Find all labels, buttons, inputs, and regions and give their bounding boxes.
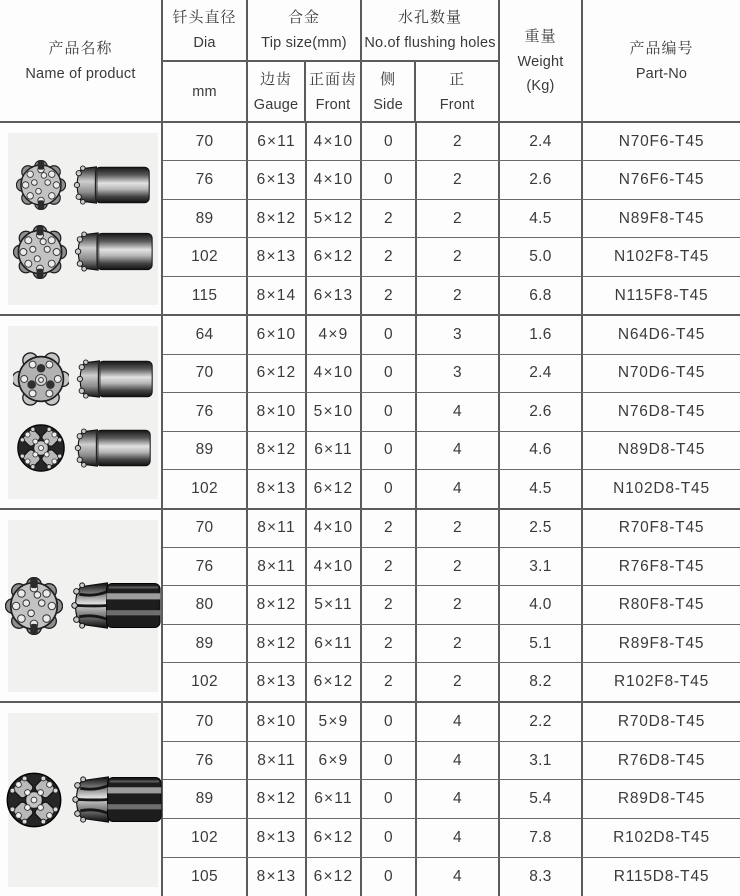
button-bit-face-icon [13, 225, 67, 279]
button-bit-side-icon [72, 231, 154, 272]
header-gauge: 边齿 Gauge [248, 62, 306, 121]
cell-gauge: 6×11 [248, 123, 307, 160]
cell-holes-front: 2 [417, 123, 500, 160]
cell-dia: 70 [163, 123, 248, 160]
cell-part-no: R80F8-T45 [618, 596, 705, 614]
table-row [163, 161, 740, 199]
cell-holes-front: 2 [417, 510, 500, 547]
header-tipsize-column [248, 0, 362, 121]
cell-gauge: 8×13 [248, 819, 307, 857]
cell-holes-side: 0 [362, 316, 417, 353]
cell-gauge: 8×12 [248, 586, 307, 623]
cell-gauge: 6×13 [248, 161, 307, 198]
cell-dia: 80 [163, 586, 248, 623]
cell-weight: 8.2 [500, 663, 583, 700]
cell-dia: 102 [163, 470, 248, 507]
cell-weight: 2.6 [500, 393, 583, 430]
cell-holes-front: 4 [417, 703, 500, 741]
cell-tip-front: 6×13 [307, 277, 362, 314]
table-header [0, 0, 740, 123]
cell-dia: 89 [163, 200, 248, 237]
cell-tip-front: 5×12 [307, 200, 362, 237]
header-weight [500, 0, 583, 121]
header-holes [362, 0, 498, 62]
cell-gauge: 8×12 [248, 200, 307, 237]
cell-gauge: 8×11 [248, 548, 307, 585]
cell-weight: 4.0 [500, 586, 583, 623]
cell-part-no: R102F8-T45 [613, 673, 709, 691]
cell-holes-side: 2 [362, 510, 417, 547]
group-rows [163, 510, 740, 701]
cell-weight: 2.2 [500, 703, 583, 741]
cell-dia: 115 [163, 277, 248, 314]
cell-part-no: N115F8-T45 [614, 286, 709, 304]
cell-tip-front: 4×10 [307, 510, 362, 547]
button-bit-face-icon [16, 160, 66, 210]
table-row [163, 780, 740, 819]
header-weight-zh: 重量 [524, 27, 557, 45]
cell-weight: 5.0 [500, 238, 583, 275]
cell-holes-front: 2 [417, 161, 500, 198]
cell-holes-front: 4 [417, 858, 500, 896]
cell-holes-front: 4 [417, 819, 500, 857]
cell-dia: 105 [163, 858, 248, 896]
cell-holes-front: 2 [417, 238, 500, 275]
cell-part-no: R89D8-T45 [617, 790, 706, 808]
cell-holes-front: 2 [417, 548, 500, 585]
cell-tip-front: 6×11 [307, 432, 362, 469]
product-photo [8, 520, 158, 692]
cell-holes-front: 2 [417, 200, 500, 237]
cell-dia: 89 [163, 625, 248, 662]
cell-gauge: 8×10 [248, 703, 307, 741]
cell-tip-front: 5×11 [307, 586, 362, 623]
cell-gauge: 8×11 [248, 742, 307, 780]
cell-tip-front: 6×11 [307, 780, 362, 818]
cell-holes-side: 2 [362, 548, 417, 585]
table-row [163, 742, 740, 781]
product-group-2 [0, 316, 740, 509]
cell-part-no: R76D8-T45 [617, 751, 706, 769]
retrac-bit-side-icon [68, 582, 162, 629]
button-bit-face-icon [5, 577, 63, 635]
group-rows [163, 703, 740, 896]
header-tipsize [248, 0, 360, 62]
cell-holes-side: 2 [362, 586, 417, 623]
button-bit-side-icon [71, 165, 151, 205]
cell-dia: 64 [163, 316, 248, 353]
cell-dia: 70 [163, 510, 248, 547]
header-holes-subcolumns [362, 62, 498, 121]
cell-gauge: 8×10 [248, 393, 307, 430]
cell-tip-front: 6×12 [307, 858, 362, 896]
cell-gauge: 8×13 [248, 663, 307, 700]
cell-tip-front: 6×12 [307, 819, 362, 857]
cross-bit-face-icon [15, 422, 67, 474]
header-product-name-zh: 产品名称 [48, 39, 113, 57]
cell-holes-side: 0 [362, 123, 417, 160]
header-holes-front: 正 Front [439, 70, 475, 113]
cell-holes-side: 0 [362, 432, 417, 469]
cell-part-no: R70F8-T45 [618, 519, 705, 537]
table-row [163, 703, 740, 742]
product-image-cell [0, 316, 163, 507]
cell-holes-front: 3 [417, 355, 500, 392]
cell-holes-front: 3 [417, 316, 500, 353]
cell-holes-side: 0 [362, 858, 417, 896]
cell-holes-front: 4 [417, 780, 500, 818]
cell-holes-front: 4 [417, 432, 500, 469]
cell-dia: 76 [163, 393, 248, 430]
cell-gauge: 6×12 [248, 355, 307, 392]
table-row [163, 238, 740, 276]
cell-holes-side: 2 [362, 663, 417, 700]
cell-weight: 3.1 [500, 742, 583, 780]
header-diameter-unit: mm [192, 83, 217, 100]
cell-tip-front: 4×10 [307, 548, 362, 585]
cell-dia: 70 [163, 355, 248, 392]
header-part-no-zh: 产品编号 [629, 39, 694, 57]
cell-gauge: 8×11 [248, 510, 307, 547]
cell-tip-front: 4×9 [307, 316, 362, 353]
cell-gauge: 8×12 [248, 625, 307, 662]
table-row [163, 200, 740, 238]
cell-dia: 102 [163, 238, 248, 275]
cell-part-no: N76F6-T45 [618, 171, 705, 189]
cell-holes-side: 0 [362, 161, 417, 198]
cell-tip-front: 6×12 [307, 663, 362, 700]
header-weight-en: Weight [517, 53, 564, 70]
button-bit-side-icon [74, 359, 154, 399]
cell-dia: 102 [163, 663, 248, 700]
cell-part-no: N89D8-T45 [617, 441, 706, 459]
cell-holes-side: 0 [362, 742, 417, 780]
cell-weight: 2.5 [500, 510, 583, 547]
table-row [163, 355, 740, 393]
cell-tip-front: 5×10 [307, 393, 362, 430]
cell-gauge: 8×12 [248, 780, 307, 818]
retrac-bit-side-icon [69, 776, 163, 823]
table-row [163, 625, 740, 663]
header-product-name [0, 0, 163, 121]
cell-part-no: R76F8-T45 [618, 557, 705, 575]
cell-weight: 2.6 [500, 161, 583, 198]
cell-tip-front: 4×10 [307, 123, 362, 160]
cell-weight: 7.8 [500, 819, 583, 857]
cell-holes-front: 4 [417, 470, 500, 507]
cell-part-no: R115D8-T45 [613, 868, 710, 886]
cell-holes-side: 2 [362, 200, 417, 237]
cell-holes-side: 0 [362, 780, 417, 818]
header-holes-zh: 水孔数量 [397, 9, 462, 26]
cell-part-no: N70F6-T45 [618, 132, 705, 150]
header-diameter-zh: 钎头直径 [172, 9, 237, 26]
product-photo [8, 326, 158, 498]
header-tipsize-zh: 合金 [287, 9, 320, 26]
group-rows [163, 123, 740, 314]
cell-weight: 4.5 [500, 470, 583, 507]
cell-gauge: 6×10 [248, 316, 307, 353]
cell-weight: 3.1 [500, 548, 583, 585]
cell-holes-front: 4 [417, 393, 500, 430]
cell-dia: 76 [163, 742, 248, 780]
cell-holes-front: 2 [417, 586, 500, 623]
header-tipsize-subcolumns [248, 62, 360, 121]
product-group-1 [0, 123, 740, 316]
cell-part-no: N76D8-T45 [617, 402, 706, 420]
cell-weight: 5.4 [500, 780, 583, 818]
cell-tip-front: 6×11 [307, 625, 362, 662]
cell-holes-front: 2 [417, 663, 500, 700]
cell-weight: 5.1 [500, 625, 583, 662]
cell-holes-side: 0 [362, 703, 417, 741]
cell-tip-front: 6×9 [307, 742, 362, 780]
product-photo [8, 713, 158, 887]
table-row [163, 663, 740, 700]
header-holes-side: 侧 Side [362, 62, 416, 121]
cell-tip-front: 6×12 [307, 470, 362, 507]
heavy-bit-face-icon [13, 351, 69, 407]
cell-part-no: R102D8-T45 [613, 829, 710, 847]
cell-holes-front: 2 [417, 625, 500, 662]
cell-part-no: R89F8-T45 [618, 634, 705, 652]
cell-weight: 1.6 [500, 316, 583, 353]
table-row [163, 432, 740, 470]
cell-dia: 76 [163, 548, 248, 585]
header-part-no [583, 0, 740, 121]
table-row [163, 123, 740, 161]
cell-holes-side: 0 [362, 470, 417, 507]
header-diameter-column [163, 0, 248, 121]
cell-part-no: N64D6-T45 [617, 325, 706, 343]
header-tip-front: 正面齿 Front [308, 70, 357, 113]
cell-dia: 102 [163, 819, 248, 857]
table-row [163, 858, 740, 896]
table-row [163, 510, 740, 548]
cell-part-no: N70D6-T45 [617, 364, 706, 382]
cell-holes-side: 2 [362, 625, 417, 662]
header-diameter-en: Dia [193, 35, 216, 51]
cell-gauge: 8×13 [248, 858, 307, 896]
table-row [163, 470, 740, 507]
cell-part-no: N102F8-T45 [613, 248, 709, 266]
button-bit-side-icon [72, 428, 152, 468]
product-group-4 [0, 703, 740, 896]
product-image-cell [0, 510, 163, 701]
cell-holes-side: 0 [362, 819, 417, 857]
cell-weight: 6.8 [500, 277, 583, 314]
cell-holes-side: 0 [362, 393, 417, 430]
header-tipsize-en: Tip size(mm) [261, 35, 347, 51]
cell-dia: 89 [163, 432, 248, 469]
cell-tip-front: 4×10 [307, 355, 362, 392]
table-row [163, 316, 740, 354]
header-diameter [163, 0, 246, 62]
header-holes-column [362, 0, 500, 121]
cell-part-no: N102D8-T45 [613, 479, 710, 497]
cell-tip-front: 6×12 [307, 238, 362, 275]
cell-holes-side: 2 [362, 277, 417, 314]
cell-holes-side: 0 [362, 355, 417, 392]
cell-dia: 89 [163, 780, 248, 818]
cell-gauge: 8×13 [248, 470, 307, 507]
cell-part-no: N89F8-T45 [618, 209, 705, 227]
cell-weight: 4.6 [500, 432, 583, 469]
product-group-3 [0, 510, 740, 703]
cell-weight: 8.3 [500, 858, 583, 896]
product-image-cell [0, 703, 163, 896]
table-row [163, 277, 740, 314]
group-rows [163, 316, 740, 507]
header-weight-unit: (Kg) [526, 77, 555, 94]
cell-weight: 4.5 [500, 200, 583, 237]
product-image-cell [0, 123, 163, 314]
cell-tip-front: 5×9 [307, 703, 362, 741]
cross-bit-face-icon [4, 770, 64, 830]
cell-gauge: 8×13 [248, 238, 307, 275]
cell-weight: 2.4 [500, 123, 583, 160]
cell-holes-front: 4 [417, 742, 500, 780]
cell-part-no: R70D8-T45 [617, 712, 706, 730]
cell-gauge: 8×14 [248, 277, 307, 314]
cell-tip-front: 4×10 [307, 161, 362, 198]
cell-gauge: 8×12 [248, 432, 307, 469]
table-row [163, 586, 740, 624]
cell-dia: 70 [163, 703, 248, 741]
product-photo [8, 133, 158, 305]
header-holes-en: No.of flushing holes [364, 35, 496, 51]
header-part-no-en: Part-No [635, 65, 688, 82]
table-row [163, 819, 740, 858]
cell-holes-side: 2 [362, 238, 417, 275]
cell-weight: 2.4 [500, 355, 583, 392]
header-product-name-en: Name of product [25, 65, 136, 82]
table-row [163, 393, 740, 431]
cell-holes-front: 2 [417, 277, 500, 314]
table-row [163, 548, 740, 586]
cell-dia: 76 [163, 161, 248, 198]
